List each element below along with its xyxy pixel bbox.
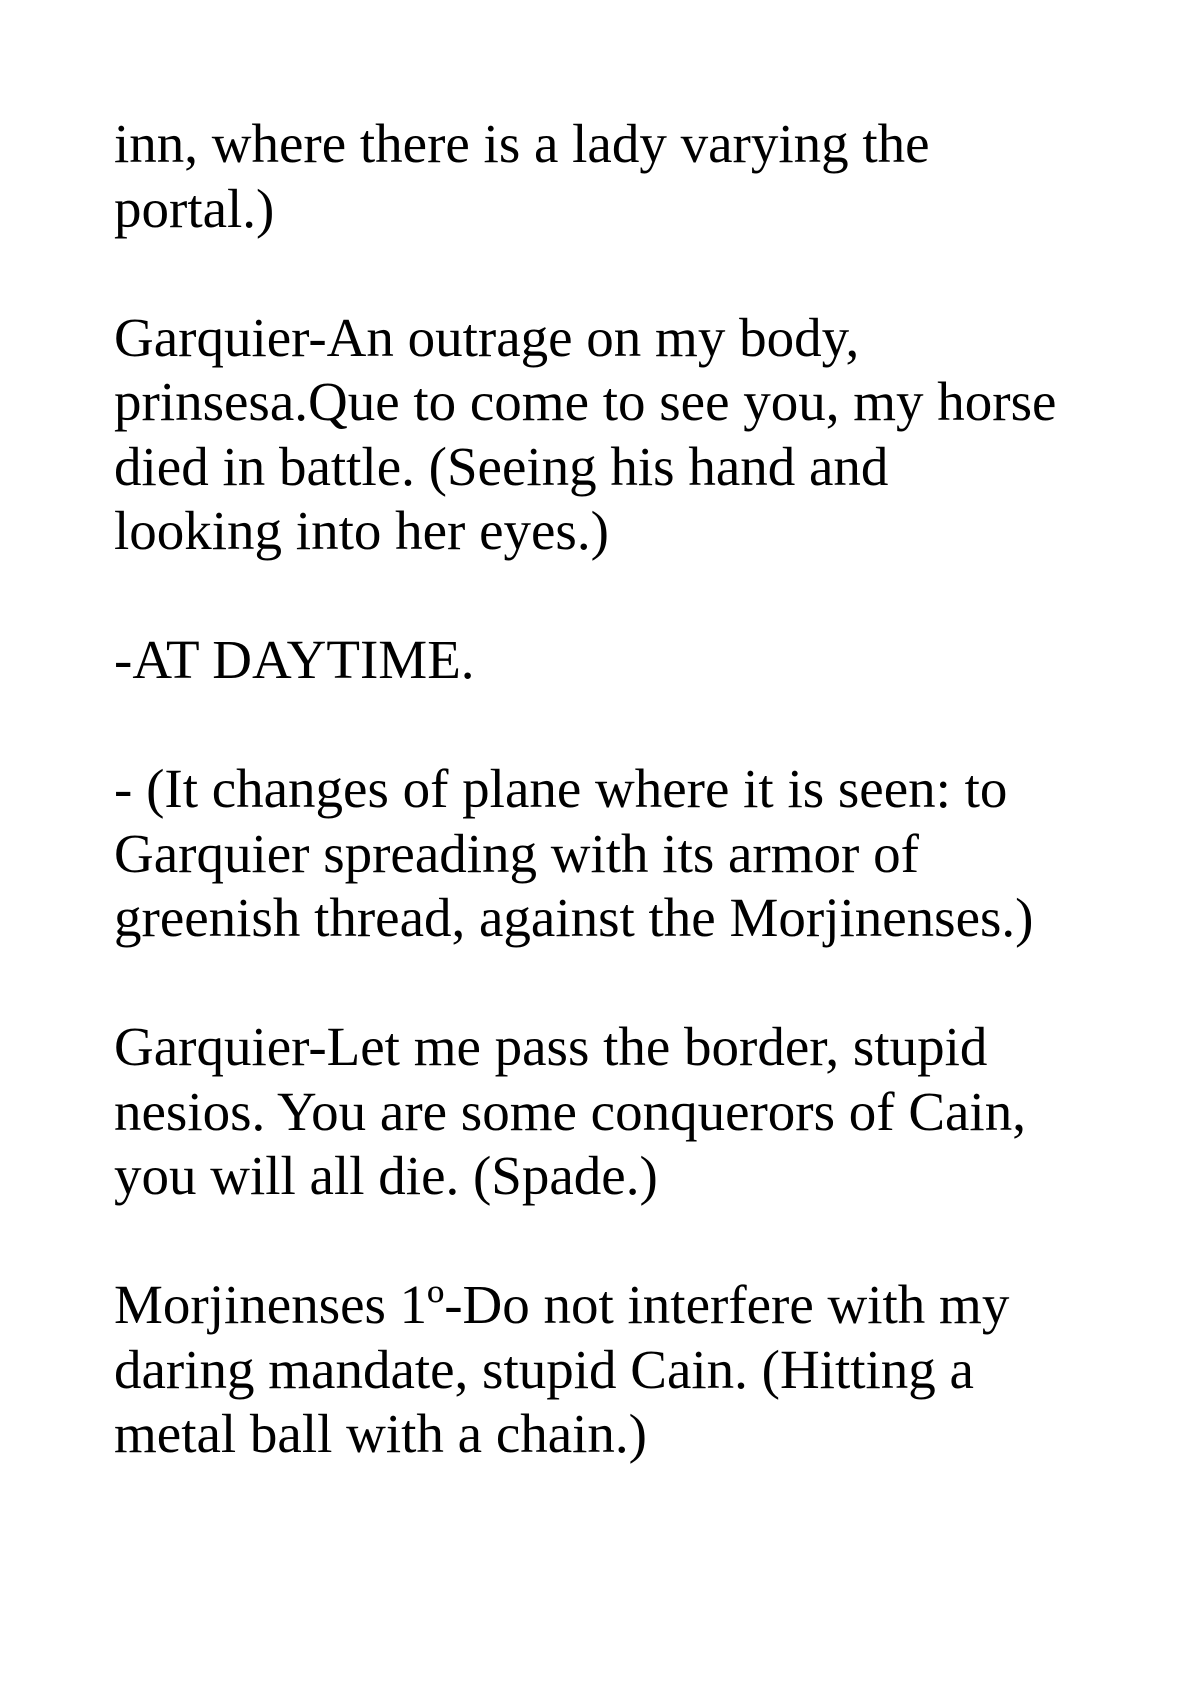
text-line: looking into her eyes.) bbox=[114, 500, 609, 561]
text-line: Garquier-Let me pass the border, stupid bbox=[114, 1016, 988, 1077]
paragraph-dialogue-garquier-1 bbox=[114, 306, 1124, 564]
paragraph-dialogue-morjinenses bbox=[114, 1273, 1124, 1467]
text-line: inn, where there is a lady varying the bbox=[114, 113, 930, 174]
text-line: - (It changes of plane where it is seen: to bbox=[114, 758, 1008, 819]
script-text-body bbox=[114, 112, 1124, 1531]
paragraph-scene-heading bbox=[114, 628, 1124, 693]
text-line: metal ball with a chain.) bbox=[114, 1403, 648, 1464]
text-line: Garquier spreading with its armor of bbox=[114, 822, 919, 884]
text-line: nesios. You are some conquerors of Cain, bbox=[114, 1080, 1026, 1142]
text-line: died in battle. (Seeing his hand and bbox=[114, 435, 889, 497]
text-line: you will all die. (Spade.) bbox=[114, 1145, 658, 1206]
text-line: -AT DAYTIME. bbox=[114, 629, 475, 690]
text-line: greenish thread, against the Morjinenses.) bbox=[114, 887, 1034, 948]
paragraph-stage-direction-plane bbox=[114, 757, 1124, 951]
paragraph-dialogue-garquier-2 bbox=[114, 1015, 1124, 1209]
text-line: portal.) bbox=[114, 177, 275, 239]
paragraph-stage-direction-inn bbox=[114, 112, 1124, 241]
text-line: Garquier-An outrage on my body, bbox=[114, 306, 860, 368]
text-line: Morjinenses 1º-Do not interfere with my bbox=[114, 1274, 1010, 1335]
text-line: prinsesa.Que to come to see you, my horse bbox=[114, 371, 1057, 432]
text-line: daring mandate, stupid Cain. (Hitting a bbox=[114, 1338, 974, 1400]
